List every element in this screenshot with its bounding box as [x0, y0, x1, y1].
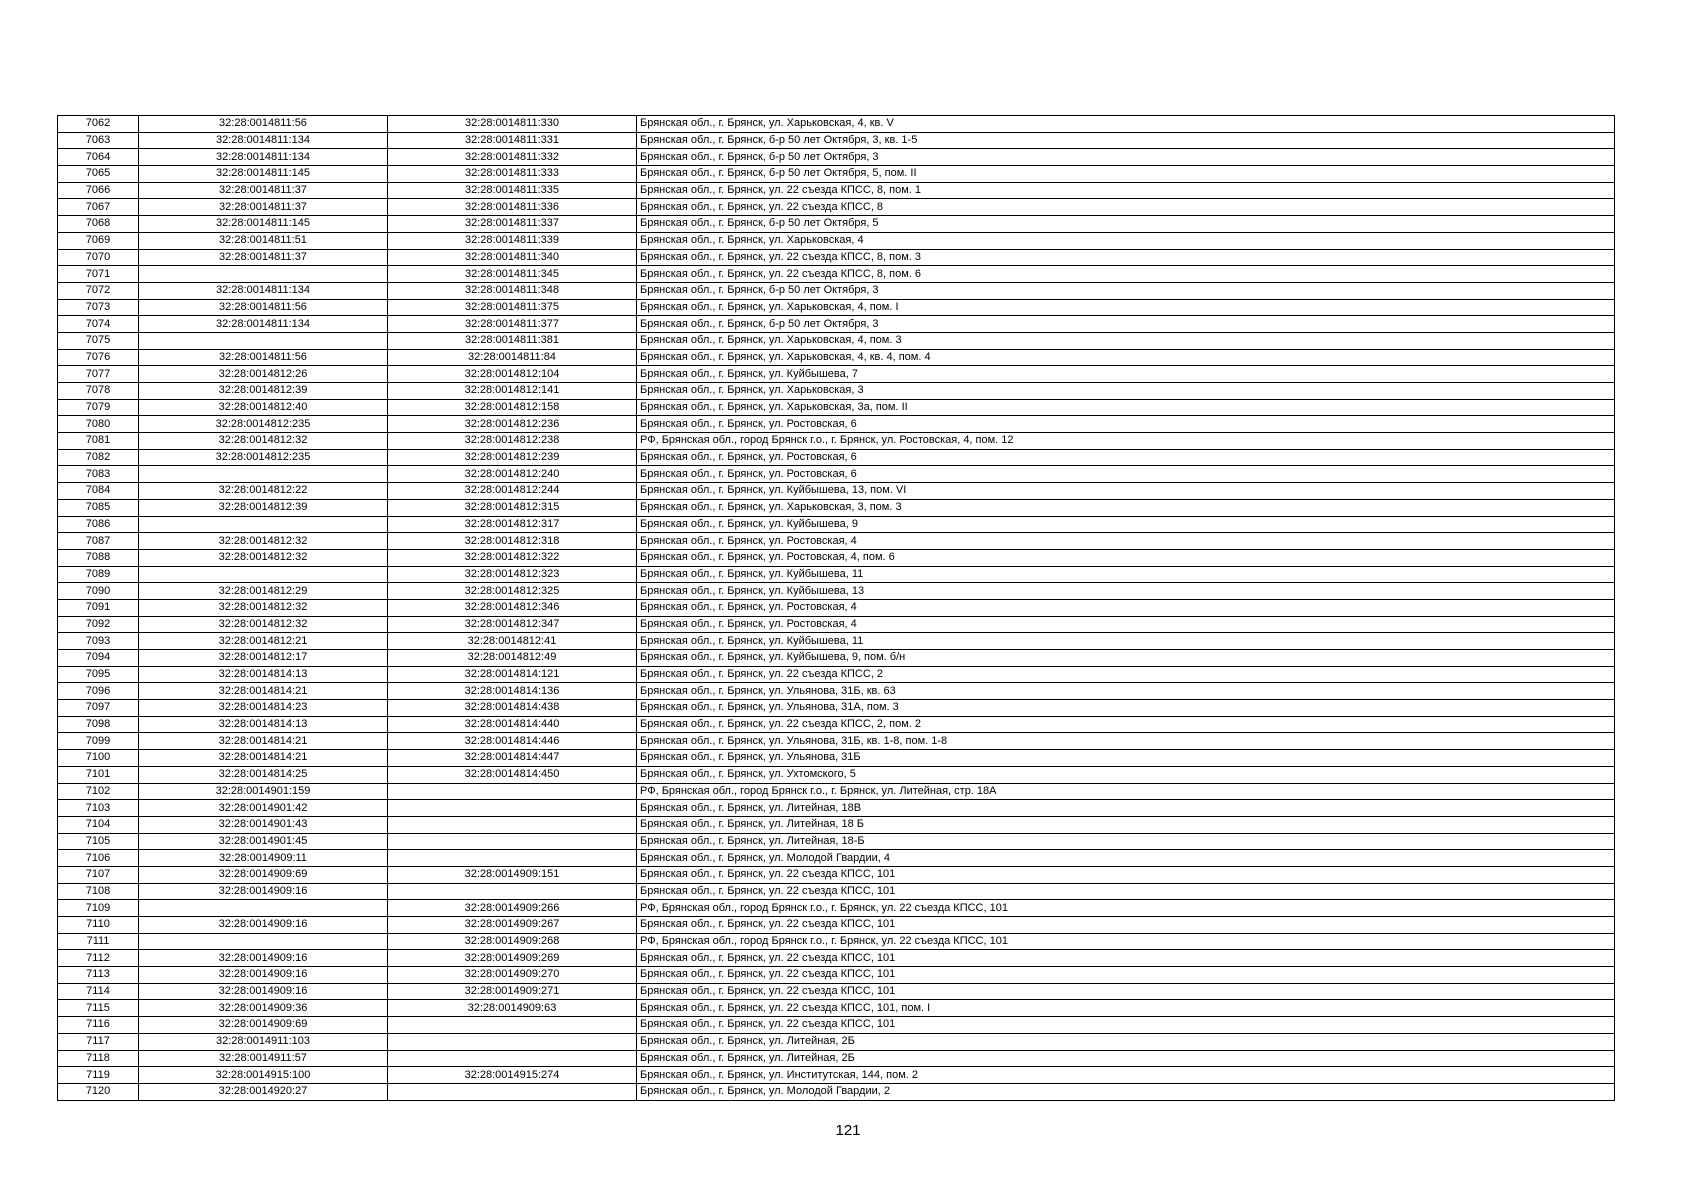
row-number-cell: 7100 — [58, 750, 139, 767]
address-cell: Брянская обл., г. Брянск, б-р 50 лет Октября, 3, кв. 1-5 — [637, 132, 1615, 149]
cadastral-number-parent-cell: 32:28:0014812:32 — [139, 549, 388, 566]
cadastral-number-cell: 32:28:0014909:151 — [388, 866, 637, 883]
table-row — [58, 983, 1615, 1000]
row-number-cell: 7094 — [58, 650, 139, 667]
address-cell: Брянская обл., г. Брянск, ул. 22 съезда КПСС, 101, пом. I — [637, 1000, 1615, 1017]
address-cell: Брянская обл., г. Брянск, ул. 22 съезда КПСС, 2, пом. 2 — [637, 716, 1615, 733]
row-number-cell: 7089 — [58, 566, 139, 583]
table-row — [58, 566, 1615, 583]
table-row — [58, 1050, 1615, 1067]
cadastral-number-cell: 32:28:0014812:238 — [388, 433, 637, 450]
row-number-cell: 7088 — [58, 549, 139, 566]
row-number-cell: 7120 — [58, 1083, 139, 1100]
cadastral-number-parent-cell: 32:28:0014909:11 — [139, 850, 388, 867]
address-cell: Брянская обл., г. Брянск, ул. Литейная, 18-Б — [637, 833, 1615, 850]
row-number-cell: 7071 — [58, 266, 139, 283]
address-cell: Брянская обл., г. Брянск, б-р 50 лет Октября, 5, пом. II — [637, 166, 1615, 183]
table-row — [58, 349, 1615, 366]
address-cell: Брянская обл., г. Брянск, ул. Ростовская, 6 — [637, 416, 1615, 433]
address-cell: Брянская обл., г. Брянск, ул. Ростовская, 4 — [637, 533, 1615, 550]
table-row — [58, 433, 1615, 450]
cadastral-number-cell: 32:28:0014811:335 — [388, 182, 637, 199]
cadastral-number-cell: 32:28:0014812:41 — [388, 633, 637, 650]
cadastral-number-parent-cell: 32:28:0014909:16 — [139, 983, 388, 1000]
row-number-cell: 7066 — [58, 182, 139, 199]
address-cell: Брянская обл., г. Брянск, ул. 22 съезда КПСС, 8, пом. 1 — [637, 182, 1615, 199]
cadastral-number-parent-cell: 32:28:0014812:32 — [139, 533, 388, 550]
cadastral-number-parent-cell: 32:28:0014811:51 — [139, 232, 388, 249]
cadastral-number-cell: 32:28:0014811:377 — [388, 316, 637, 333]
row-number-cell: 7106 — [58, 850, 139, 867]
cadastral-number-parent-cell — [139, 266, 388, 283]
cadastral-number-cell: 32:28:0014909:270 — [388, 967, 637, 984]
address-cell: Брянская обл., г. Брянск, ул. Молодой Гвардии, 4 — [637, 850, 1615, 867]
cadastral-number-cell — [388, 800, 637, 817]
cadastral-number-cell: 32:28:0014812:315 — [388, 499, 637, 516]
cadastral-number-parent-cell: 32:28:0014811:145 — [139, 216, 388, 233]
row-number-cell: 7108 — [58, 883, 139, 900]
cadastral-number-parent-cell: 32:28:0014812:39 — [139, 499, 388, 516]
address-cell: Брянская обл., г. Брянск, ул. 22 съезда КПСС, 101 — [637, 1017, 1615, 1034]
address-cell: РФ, Брянская обл., город Брянск г.о., г. Брянск, ул. 22 съезда КПСС, 101 — [637, 933, 1615, 950]
cadastral-number-parent-cell: 32:28:0014812:22 — [139, 483, 388, 500]
address-cell: Брянская обл., г. Брянск, ул. Харьковская, 4, кв. V — [637, 116, 1615, 133]
cadastral-number-cell: 32:28:0014814:438 — [388, 700, 637, 717]
address-cell: Брянская обл., г. Брянск, ул. 22 съезда КПСС, 8 — [637, 199, 1615, 216]
address-cell: РФ, Брянская обл., город Брянск г.о., г. Брянск, ул. Литейная, стр. 18А — [637, 783, 1615, 800]
cadastral-number-parent-cell: 32:28:0014814:23 — [139, 700, 388, 717]
cadastral-number-parent-cell: 32:28:0014812:26 — [139, 366, 388, 383]
address-cell: Брянская обл., г. Брянск, ул. Куйбышева, 9, пом. б/н — [637, 650, 1615, 667]
table-body — [58, 116, 1615, 1101]
cadastral-number-parent-cell: 32:28:0014811:56 — [139, 116, 388, 133]
cadastral-number-parent-cell: 32:28:0014812:40 — [139, 399, 388, 416]
row-number-cell: 7076 — [58, 349, 139, 366]
row-number-cell: 7085 — [58, 499, 139, 516]
row-number-cell: 7111 — [58, 933, 139, 950]
cadastral-number-cell — [388, 1017, 637, 1034]
cadastral-number-cell: 32:28:0014909:267 — [388, 917, 637, 934]
cadastral-number-cell: 32:28:0014812:236 — [388, 416, 637, 433]
row-number-cell: 7113 — [58, 967, 139, 984]
cadastral-number-cell: 32:28:0014812:49 — [388, 650, 637, 667]
cadastral-number-cell: 32:28:0014909:266 — [388, 900, 637, 917]
address-cell: Брянская обл., г. Брянск, ул. Харьковская, 4 — [637, 232, 1615, 249]
row-number-cell: 7116 — [58, 1017, 139, 1034]
row-number-cell: 7091 — [58, 599, 139, 616]
row-number-cell: 7062 — [58, 116, 139, 133]
row-number-cell: 7077 — [58, 366, 139, 383]
table-row — [58, 666, 1615, 683]
cadastral-number-parent-cell: 32:28:0014812:39 — [139, 383, 388, 400]
table-row — [58, 1033, 1615, 1050]
table-row — [58, 1067, 1615, 1084]
cadastral-number-cell — [388, 1033, 637, 1050]
cadastral-table — [57, 115, 1615, 1101]
cadastral-number-parent-cell: 32:28:0014812:29 — [139, 583, 388, 600]
row-number-cell: 7115 — [58, 1000, 139, 1017]
row-number-cell: 7075 — [58, 332, 139, 349]
address-cell: Брянская обл., г. Брянск, ул. Ухтомского, 5 — [637, 766, 1615, 783]
cadastral-number-cell: 32:28:0014812:323 — [388, 566, 637, 583]
cadastral-number-parent-cell — [139, 566, 388, 583]
address-cell: Брянская обл., г. Брянск, ул. Литейная, 18В — [637, 800, 1615, 817]
row-number-cell: 7072 — [58, 282, 139, 299]
cadastral-number-cell — [388, 816, 637, 833]
table-row — [58, 399, 1615, 416]
address-cell: Брянская обл., г. Брянск, б-р 50 лет Октября, 3 — [637, 149, 1615, 166]
cadastral-number-cell: 32:28:0014811:336 — [388, 199, 637, 216]
cadastral-number-cell: 32:28:0014812:318 — [388, 533, 637, 550]
address-cell: Брянская обл., г. Брянск, ул. Молодой Гвардии, 2 — [637, 1083, 1615, 1100]
row-number-cell: 7092 — [58, 616, 139, 633]
table-row — [58, 783, 1615, 800]
cadastral-number-cell: 32:28:0014909:268 — [388, 933, 637, 950]
row-number-cell: 7087 — [58, 533, 139, 550]
row-number-cell: 7082 — [58, 449, 139, 466]
address-cell: Брянская обл., г. Брянск, ул. Харьковская, 3, пом. 3 — [637, 499, 1615, 516]
row-number-cell: 7090 — [58, 583, 139, 600]
cadastral-number-parent-cell: 32:28:0014909:16 — [139, 917, 388, 934]
cadastral-number-parent-cell — [139, 332, 388, 349]
row-number-cell: 7070 — [58, 249, 139, 266]
table-row — [58, 516, 1615, 533]
table-row — [58, 132, 1615, 149]
cadastral-number-cell: 32:28:0014812:346 — [388, 599, 637, 616]
cadastral-number-cell: 32:28:0014811:381 — [388, 332, 637, 349]
cadastral-number-cell: 32:28:0014814:446 — [388, 733, 637, 750]
row-number-cell: 7095 — [58, 666, 139, 683]
cadastral-number-cell: 32:28:0014812:104 — [388, 366, 637, 383]
row-number-cell: 7064 — [58, 149, 139, 166]
cadastral-number-cell: 32:28:0014814:121 — [388, 666, 637, 683]
table-row — [58, 383, 1615, 400]
table-row — [58, 833, 1615, 850]
cadastral-number-parent-cell: 32:28:0014909:16 — [139, 950, 388, 967]
cadastral-number-parent-cell: 32:28:0014814:13 — [139, 666, 388, 683]
address-cell: Брянская обл., г. Брянск, ул. Ростовская, 4 — [637, 616, 1615, 633]
table-row — [58, 866, 1615, 883]
cadastral-number-cell: 32:28:0014811:332 — [388, 149, 637, 166]
address-cell: Брянская обл., г. Брянск, ул. Ростовская, 6 — [637, 449, 1615, 466]
row-number-cell: 7079 — [58, 399, 139, 416]
cadastral-number-cell — [388, 850, 637, 867]
address-cell: РФ, Брянская обл., город Брянск г.о., г. Брянск, ул. Ростовская, 4, пом. 12 — [637, 433, 1615, 450]
row-number-cell: 7068 — [58, 216, 139, 233]
address-cell: Брянская обл., г. Брянск, ул. 22 съезда КПСС, 101 — [637, 866, 1615, 883]
address-cell: Брянская обл., г. Брянск, ул. Харьковская, 4, пом. 3 — [637, 332, 1615, 349]
row-number-cell: 7099 — [58, 733, 139, 750]
table-row — [58, 282, 1615, 299]
row-number-cell: 7117 — [58, 1033, 139, 1050]
cadastral-number-parent-cell: 32:28:0014811:134 — [139, 282, 388, 299]
table-row — [58, 750, 1615, 767]
cadastral-number-parent-cell: 32:28:0014814:13 — [139, 716, 388, 733]
table-row — [58, 149, 1615, 166]
row-number-cell: 7104 — [58, 816, 139, 833]
table-row — [58, 232, 1615, 249]
address-cell: Брянская обл., г. Брянск, б-р 50 лет Октября, 5 — [637, 216, 1615, 233]
row-number-cell: 7107 — [58, 866, 139, 883]
cadastral-number-parent-cell: 32:28:0014812:32 — [139, 433, 388, 450]
cadastral-number-cell: 32:28:0014812:244 — [388, 483, 637, 500]
cadastral-number-cell: 32:28:0014811:330 — [388, 116, 637, 133]
cadastral-number-parent-cell: 32:28:0014911:103 — [139, 1033, 388, 1050]
row-number-cell: 7098 — [58, 716, 139, 733]
table-row — [58, 483, 1615, 500]
table-row — [58, 1017, 1615, 1034]
table-row — [58, 716, 1615, 733]
row-number-cell: 7078 — [58, 383, 139, 400]
address-cell: Брянская обл., г. Брянск, ул. 22 съезда КПСС, 2 — [637, 666, 1615, 683]
table-row — [58, 216, 1615, 233]
row-number-cell: 7074 — [58, 316, 139, 333]
table-row — [58, 733, 1615, 750]
cadastral-number-cell: 32:28:0014812:347 — [388, 616, 637, 633]
table-row — [58, 449, 1615, 466]
cadastral-number-parent-cell: 32:28:0014811:134 — [139, 149, 388, 166]
row-number-cell: 7105 — [58, 833, 139, 850]
table-row — [58, 766, 1615, 783]
cadastral-number-cell: 32:28:0014909:271 — [388, 983, 637, 1000]
cadastral-number-cell: 32:28:0014814:450 — [388, 766, 637, 783]
cadastral-number-cell: 32:28:0014811:339 — [388, 232, 637, 249]
cadastral-number-cell: 32:28:0014811:84 — [388, 349, 637, 366]
table-row — [58, 883, 1615, 900]
cadastral-number-parent-cell: 32:28:0014911:57 — [139, 1050, 388, 1067]
cadastral-number-parent-cell: 32:28:0014811:56 — [139, 299, 388, 316]
cadastral-number-parent-cell: 32:28:0014909:69 — [139, 866, 388, 883]
cadastral-number-parent-cell — [139, 516, 388, 533]
table-row — [58, 116, 1615, 133]
table-row — [58, 299, 1615, 316]
row-number-cell: 7081 — [58, 433, 139, 450]
cadastral-number-cell: 32:28:0014909:63 — [388, 1000, 637, 1017]
row-number-cell: 7103 — [58, 800, 139, 817]
table-row — [58, 416, 1615, 433]
address-cell: Брянская обл., г. Брянск, ул. Институтская, 144, пом. 2 — [637, 1067, 1615, 1084]
table-row — [58, 800, 1615, 817]
row-number-cell: 7069 — [58, 232, 139, 249]
address-cell: Брянская обл., г. Брянск, ул. 22 съезда КПСС, 101 — [637, 883, 1615, 900]
cadastral-number-parent-cell: 32:28:0014811:145 — [139, 166, 388, 183]
row-number-cell: 7112 — [58, 950, 139, 967]
table-row — [58, 182, 1615, 199]
cadastral-number-parent-cell: 32:28:0014909:16 — [139, 967, 388, 984]
cadastral-number-parent-cell: 32:28:0014920:27 — [139, 1083, 388, 1100]
cadastral-number-cell — [388, 1050, 637, 1067]
row-number-cell: 7114 — [58, 983, 139, 1000]
address-cell: Брянская обл., г. Брянск, ул. Ульянова, 31А, пом. 3 — [637, 700, 1615, 717]
cadastral-number-cell: 32:28:0014814:136 — [388, 683, 637, 700]
cadastral-number-cell: 32:28:0014811:375 — [388, 299, 637, 316]
address-cell: Брянская обл., г. Брянск, ул. Ульянова, 31Б, кв. 1-8, пом. 1-8 — [637, 733, 1615, 750]
cadastral-number-cell: 32:28:0014915:274 — [388, 1067, 637, 1084]
cadastral-number-parent-cell: 32:28:0014812:235 — [139, 416, 388, 433]
cadastral-number-parent-cell: 32:28:0014811:37 — [139, 182, 388, 199]
table-row — [58, 499, 1615, 516]
cadastral-number-parent-cell: 32:28:0014812:17 — [139, 650, 388, 667]
table-row — [58, 332, 1615, 349]
table-row — [58, 1083, 1615, 1100]
row-number-cell: 7080 — [58, 416, 139, 433]
cadastral-number-parent-cell: 32:28:0014811:56 — [139, 349, 388, 366]
cadastral-number-cell: 32:28:0014812:240 — [388, 466, 637, 483]
address-cell: Брянская обл., г. Брянск, ул. Харьковская, 4, пом. I — [637, 299, 1615, 316]
table-row — [58, 700, 1615, 717]
cadastral-number-cell: 32:28:0014811:348 — [388, 282, 637, 299]
cadastral-number-parent-cell: 32:28:0014811:134 — [139, 132, 388, 149]
address-cell: Брянская обл., г. Брянск, ул. Ростовская, 4 — [637, 599, 1615, 616]
table-row — [58, 266, 1615, 283]
address-cell: Брянская обл., г. Брянск, ул. Куйбышева, 7 — [637, 366, 1615, 383]
table-row — [58, 249, 1615, 266]
cadastral-number-cell: 32:28:0014811:337 — [388, 216, 637, 233]
cadastral-number-cell — [388, 883, 637, 900]
cadastral-number-parent-cell: 32:28:0014811:134 — [139, 316, 388, 333]
address-cell: Брянская обл., г. Брянск, ул. Ульянова, 31Б, кв. 63 — [637, 683, 1615, 700]
row-number-cell: 7109 — [58, 900, 139, 917]
table-row — [58, 950, 1615, 967]
table-row — [58, 316, 1615, 333]
address-cell: Брянская обл., г. Брянск, ул. 22 съезда КПСС, 101 — [637, 967, 1615, 984]
row-number-cell: 7063 — [58, 132, 139, 149]
cadastral-number-parent-cell: 32:28:0014812:32 — [139, 616, 388, 633]
table-row — [58, 199, 1615, 216]
address-cell: Брянская обл., г. Брянск, ул. Харьковская, 4, кв. 4, пом. 4 — [637, 349, 1615, 366]
cadastral-number-parent-cell: 32:28:0014901:43 — [139, 816, 388, 833]
cadastral-number-cell — [388, 1083, 637, 1100]
table-row — [58, 683, 1615, 700]
cadastral-number-cell — [388, 783, 637, 800]
cadastral-number-cell: 32:28:0014812:322 — [388, 549, 637, 566]
address-cell: Брянская обл., г. Брянск, ул. Куйбышева, 13, пом. VI — [637, 483, 1615, 500]
address-cell: Брянская обл., г. Брянск, ул. Харьковская, 3 — [637, 383, 1615, 400]
table-row — [58, 633, 1615, 650]
table-row — [58, 599, 1615, 616]
cadastral-number-parent-cell: 32:28:0014814:21 — [139, 733, 388, 750]
cadastral-number-cell: 32:28:0014811:345 — [388, 266, 637, 283]
table-row — [58, 466, 1615, 483]
page-number: 121 — [835, 1122, 861, 1139]
table-row — [58, 933, 1615, 950]
cadastral-number-parent-cell: 32:28:0014811:37 — [139, 249, 388, 266]
cadastral-number-cell: 32:28:0014812:325 — [388, 583, 637, 600]
cadastral-number-cell: 32:28:0014812:158 — [388, 399, 637, 416]
cadastral-number-parent-cell: 32:28:0014812:21 — [139, 633, 388, 650]
cadastral-number-parent-cell: 32:28:0014812:32 — [139, 599, 388, 616]
cadastral-number-parent-cell: 32:28:0014811:37 — [139, 199, 388, 216]
address-cell: Брянская обл., г. Брянск, б-р 50 лет Октября, 3 — [637, 316, 1615, 333]
table-row — [58, 549, 1615, 566]
address-cell: Брянская обл., г. Брянск, ул. Ростовская, 4, пом. 6 — [637, 549, 1615, 566]
cadastral-number-cell: 32:28:0014811:331 — [388, 132, 637, 149]
address-cell: Брянская обл., г. Брянск, ул. Ростовская, 6 — [637, 466, 1615, 483]
row-number-cell: 7110 — [58, 917, 139, 934]
table-row — [58, 850, 1615, 867]
row-number-cell: 7118 — [58, 1050, 139, 1067]
address-cell: Брянская обл., г. Брянск, ул. 22 съезда КПСС, 101 — [637, 950, 1615, 967]
address-cell: Брянская обл., г. Брянск, ул. 22 съезда КПСС, 8, пом. 3 — [637, 249, 1615, 266]
table-row — [58, 583, 1615, 600]
cadastral-number-cell: 32:28:0014811:340 — [388, 249, 637, 266]
cadastral-number-cell: 32:28:0014812:239 — [388, 449, 637, 466]
address-cell: Брянская обл., г. Брянск, ул. Литейная, 18 Б — [637, 816, 1615, 833]
table-row — [58, 616, 1615, 633]
table-row — [58, 900, 1615, 917]
table-row — [58, 967, 1615, 984]
cadastral-number-parent-cell — [139, 900, 388, 917]
address-cell: Брянская обл., г. Брянск, ул. Куйбышева, 11 — [637, 566, 1615, 583]
row-number-cell: 7119 — [58, 1067, 139, 1084]
address-cell: РФ, Брянская обл., город Брянск г.о., г. Брянск, ул. 22 съезда КПСС, 101 — [637, 900, 1615, 917]
cadastral-number-parent-cell: 32:28:0014814:25 — [139, 766, 388, 783]
row-number-cell: 7097 — [58, 700, 139, 717]
row-number-cell: 7065 — [58, 166, 139, 183]
cadastral-number-parent-cell: 32:28:0014812:235 — [139, 449, 388, 466]
address-cell: Брянская обл., г. Брянск, б-р 50 лет Октября, 3 — [637, 282, 1615, 299]
table-row — [58, 366, 1615, 383]
cadastral-number-cell: 32:28:0014812:317 — [388, 516, 637, 533]
row-number-cell: 7101 — [58, 766, 139, 783]
cadastral-number-parent-cell: 32:28:0014901:42 — [139, 800, 388, 817]
address-cell: Брянская обл., г. Брянск, ул. Куйбышева, 9 — [637, 516, 1615, 533]
address-cell: Брянская обл., г. Брянск, ул. Литейная, 2Б — [637, 1050, 1615, 1067]
table-row — [58, 650, 1615, 667]
address-cell: Брянская обл., г. Брянск, ул. Куйбышева, 13 — [637, 583, 1615, 600]
cadastral-number-cell — [388, 833, 637, 850]
cadastral-number-parent-cell — [139, 466, 388, 483]
address-cell: Брянская обл., г. Брянск, ул. Куйбышева, 11 — [637, 633, 1615, 650]
table-row — [58, 166, 1615, 183]
cadastral-number-parent-cell: 32:28:0014909:16 — [139, 883, 388, 900]
cadastral-number-parent-cell: 32:28:0014909:36 — [139, 1000, 388, 1017]
cadastral-number-parent-cell: 32:28:0014814:21 — [139, 683, 388, 700]
cadastral-number-cell: 32:28:0014814:447 — [388, 750, 637, 767]
row-number-cell: 7083 — [58, 466, 139, 483]
cadastral-number-cell: 32:28:0014811:333 — [388, 166, 637, 183]
table-row — [58, 1000, 1615, 1017]
address-cell: Брянская обл., г. Брянск, ул. 22 съезда КПСС, 101 — [637, 983, 1615, 1000]
table-row — [58, 816, 1615, 833]
cadastral-number-parent-cell — [139, 933, 388, 950]
address-cell: Брянская обл., г. Брянск, ул. Харьковская, 3а, пом. II — [637, 399, 1615, 416]
cadastral-number-parent-cell: 32:28:0014901:45 — [139, 833, 388, 850]
row-number-cell: 7102 — [58, 783, 139, 800]
cadastral-number-cell: 32:28:0014909:269 — [388, 950, 637, 967]
row-number-cell: 7093 — [58, 633, 139, 650]
cadastral-number-cell: 32:28:0014814:440 — [388, 716, 637, 733]
table-row — [58, 917, 1615, 934]
cadastral-number-cell: 32:28:0014812:141 — [388, 383, 637, 400]
row-number-cell: 7067 — [58, 199, 139, 216]
row-number-cell: 7084 — [58, 483, 139, 500]
address-cell: Брянская обл., г. Брянск, ул. Литейная, 2Б — [637, 1033, 1615, 1050]
cadastral-number-parent-cell: 32:28:0014901:159 — [139, 783, 388, 800]
row-number-cell: 7096 — [58, 683, 139, 700]
address-cell: Брянская обл., г. Брянск, ул. 22 съезда КПСС, 101 — [637, 917, 1615, 934]
address-cell: Брянская обл., г. Брянск, ул. Ульянова, 31Б — [637, 750, 1615, 767]
cadastral-number-parent-cell: 32:28:0014814:21 — [139, 750, 388, 767]
cadastral-number-parent-cell: 32:28:0014915:100 — [139, 1067, 388, 1084]
row-number-cell: 7073 — [58, 299, 139, 316]
address-cell: Брянская обл., г. Брянск, ул. 22 съезда КПСС, 8, пом. 6 — [637, 266, 1615, 283]
table-row — [58, 533, 1615, 550]
cadastral-number-parent-cell: 32:28:0014909:69 — [139, 1017, 388, 1034]
row-number-cell: 7086 — [58, 516, 139, 533]
